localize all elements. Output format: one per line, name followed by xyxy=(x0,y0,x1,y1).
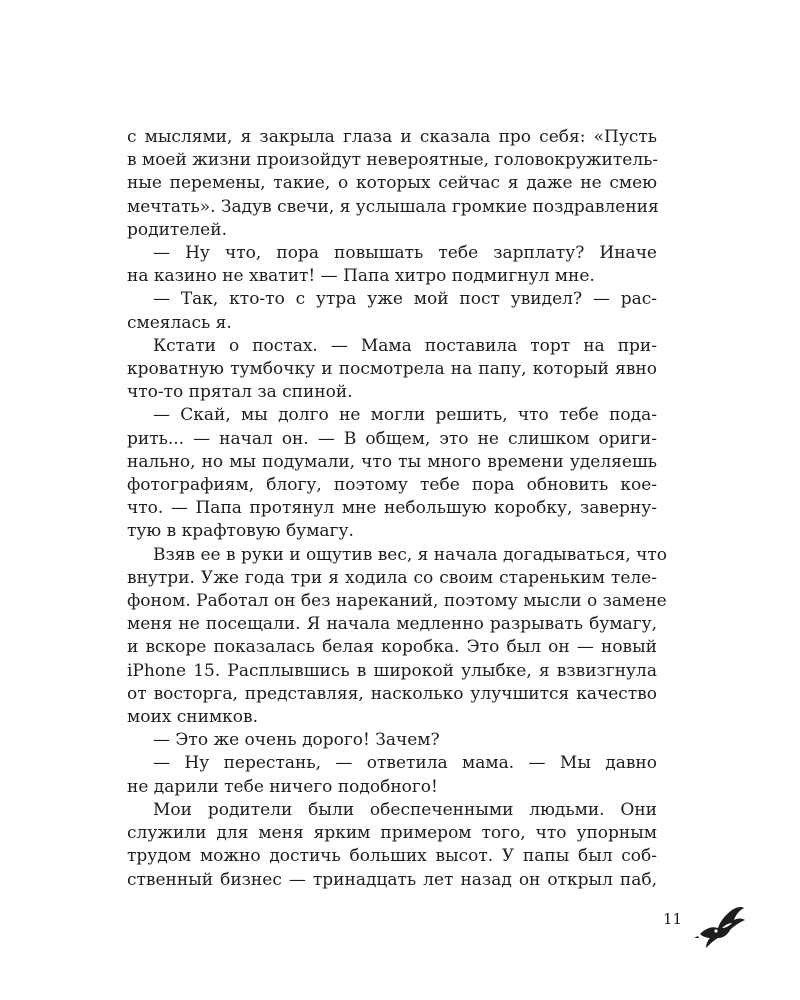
text-line: рить... — начал он. — В общем, это не слишком ориги- xyxy=(127,428,657,449)
text-line: фоном. Работал он без нареканий, поэтому мысли о замене xyxy=(127,591,667,612)
paragraph xyxy=(127,729,657,752)
text-line: родителей. xyxy=(127,219,227,240)
text-line: с мыслями, я закрыла глаза и сказала про себя: «Пусть xyxy=(127,127,657,147)
text-line: на казино не хватит! — Папа хитро подмигнул мне. xyxy=(127,266,595,287)
paragraph xyxy=(127,288,657,334)
text-line: — Это же очень дорого! Зачем? xyxy=(153,730,440,751)
paragraph xyxy=(127,242,657,288)
text-line: и вскоре показалась белая коробка. Это был он — новый xyxy=(127,637,657,658)
text-line: — Ну что, пора повышать тебе зарплату? Иначе xyxy=(153,243,657,264)
text-line: — Так, кто-то с утра уже мой пост увидел? — рас- xyxy=(153,289,657,310)
text-line: в моей жизни произойдут невероятные, головокружитель- xyxy=(127,150,659,171)
page-number: 11 xyxy=(663,910,683,928)
text-line: моих снимков. xyxy=(127,707,259,728)
text-line: — Скай, мы долго не могли решить, что тебе пода- xyxy=(153,405,657,426)
text-line: что-то прятал за спиной. xyxy=(127,382,353,403)
text-line: мечтать». Задув свечи, я услышала громкие поздравления xyxy=(127,196,659,217)
text-line: Взяв ее в руки и ощутив вес, я начала догадываться, что xyxy=(153,544,668,565)
text-line: ственный бизнес — тринадцать лет назад он открыл паб, xyxy=(127,869,657,890)
text-line: не дарили тебе ничего подобного! xyxy=(127,776,438,797)
text-line: фотографиям, блогу, поэтому тебе пора обновить кое- xyxy=(127,475,657,496)
text-line: меня не посещали. Я начала медленно разрывать бумагу, xyxy=(127,614,657,635)
text-line: ные перемены, такие, о которых сейчас я даже не смею xyxy=(127,173,657,194)
text-line: от восторга, представляя, насколько улучшится качество xyxy=(127,683,657,704)
text-line: нально, но мы подумали, что ты много времени уделяешь xyxy=(127,451,657,472)
paragraph xyxy=(127,335,657,405)
text-line: Кстати о постах. — Мама поставила торт на при- xyxy=(153,335,657,356)
text-line: — Ну перестань, — ответила мама. — Мы давно xyxy=(153,753,657,774)
text-line: кроватную тумбочку и посмотрела на папу, который явно xyxy=(127,359,657,380)
text-line: тую в крафтовую бумагу. xyxy=(127,521,354,542)
page-body-text xyxy=(127,126,668,892)
text-line: трудом можно достичь больших высот. У папы был соб- xyxy=(127,846,657,867)
paragraph xyxy=(127,544,668,730)
text-line: Мои родители были обеспеченными людьми. Они xyxy=(153,799,657,820)
paragraph xyxy=(127,126,657,242)
paragraph xyxy=(127,752,657,798)
paragraph xyxy=(127,799,657,892)
text-line: внутри. Уже года три я ходила со своим стареньким теле- xyxy=(127,567,657,588)
paragraph xyxy=(127,404,657,543)
text-line: смеялась я. xyxy=(127,312,232,333)
bird-icon xyxy=(692,898,748,954)
text-line: iPhone 15. Расплывшись в широкой улыбке, я взвизгнула xyxy=(127,660,657,681)
text-line: что. — Папа протянул мне небольшую коробку, заверну- xyxy=(127,498,657,519)
text-line: служили для меня ярким примером того, что упорным xyxy=(127,823,657,844)
